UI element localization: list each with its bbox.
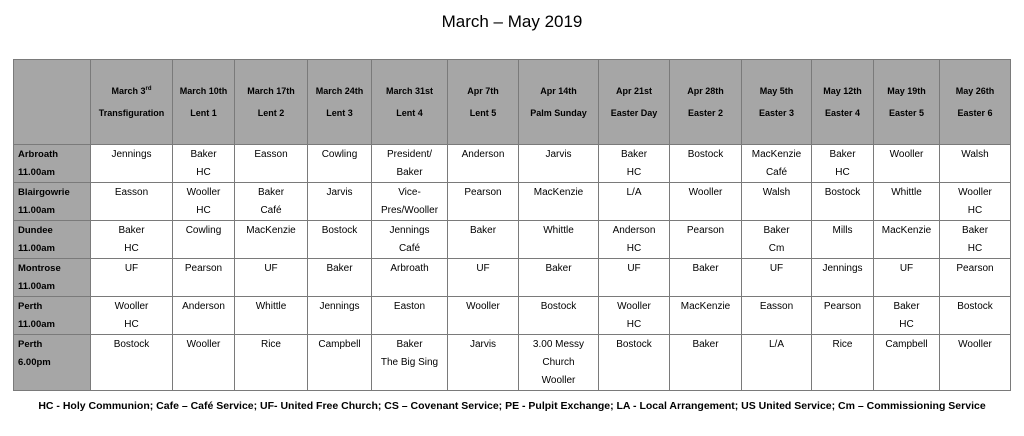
header-date	[448, 80, 518, 102]
location-name: Dundee	[18, 225, 53, 236]
cell-text: Wooller	[688, 187, 723, 198]
cell-text: UF	[899, 263, 914, 274]
header-cell	[874, 60, 940, 145]
location-name: Arbroath	[18, 149, 59, 160]
cell-text: Anderson	[182, 301, 225, 312]
header-cell	[372, 60, 448, 145]
cell-text: Church	[542, 357, 575, 368]
cell-text: Jennings	[822, 263, 863, 274]
cell-text: L/A	[626, 187, 642, 198]
cell-text: UF	[124, 263, 139, 274]
header-cell	[308, 60, 372, 145]
table-cell	[91, 335, 173, 391]
table-cell	[173, 259, 235, 297]
table-cell	[742, 259, 812, 297]
header-corner	[14, 60, 91, 145]
table-cell	[670, 297, 742, 335]
table-cell	[874, 297, 940, 335]
header-date-text: March 3	[111, 86, 146, 96]
cell-text: Bostock	[113, 339, 150, 350]
table-cell	[742, 221, 812, 259]
cell-text: Rice	[260, 339, 281, 350]
service-time: 11.00am	[18, 167, 55, 178]
table-cell	[519, 297, 599, 335]
header-cell	[173, 60, 235, 145]
header-cell	[235, 60, 308, 145]
service-time: 6.00pm	[18, 357, 51, 368]
header-date-text: Apr 7th	[467, 86, 499, 96]
cell-text: Campbell	[318, 339, 361, 350]
header-cell	[599, 60, 670, 145]
cell-text: Jennings	[111, 149, 152, 160]
cell-text: Whittle	[891, 187, 922, 198]
cell-text: Bostock	[616, 339, 652, 350]
header-date-suffix: rd	[145, 86, 152, 92]
table-cell	[519, 221, 599, 259]
header-cell	[448, 60, 519, 145]
table-row	[14, 259, 1011, 297]
table-cell	[448, 335, 519, 391]
table-row	[14, 221, 1011, 259]
table-cell	[448, 297, 519, 335]
cell-text: Wooller	[958, 339, 992, 350]
cell-text: Pres/Wooller	[380, 205, 439, 216]
cell-text: HC	[967, 243, 983, 254]
table-cell	[308, 145, 372, 183]
table-cell	[308, 221, 372, 259]
table-cell	[874, 221, 940, 259]
header-date-text: March 10th	[179, 86, 228, 96]
cell-text: Baker	[829, 149, 856, 160]
table-cell	[874, 183, 940, 221]
header-cell	[812, 60, 874, 145]
header-date	[91, 80, 172, 102]
cell-text: Bostock	[321, 225, 358, 236]
table-cell	[91, 145, 173, 183]
location-cell	[14, 335, 91, 391]
table-cell	[519, 335, 599, 391]
header-cell	[519, 60, 599, 145]
cell-text: Cm	[768, 243, 785, 254]
location-name: Perth	[18, 339, 43, 350]
table-cell	[874, 145, 940, 183]
header-date-text: May 26th	[955, 86, 995, 96]
cell-text: Easson	[114, 187, 149, 198]
table-cell	[173, 335, 235, 391]
table-cell	[519, 145, 599, 183]
header-service-name: Easter Day	[610, 108, 658, 118]
table-cell	[940, 183, 1011, 221]
header-service-name: Transfiguration	[98, 108, 165, 118]
cell-text: HC	[196, 167, 211, 178]
cell-text: Jennings	[319, 301, 360, 312]
table-cell	[235, 221, 308, 259]
table-cell	[812, 221, 874, 259]
cell-text: HC	[626, 319, 642, 330]
cell-text: HC	[196, 205, 211, 216]
table-cell	[91, 221, 173, 259]
table-cell	[448, 145, 519, 183]
cell-text: Baker	[620, 149, 648, 160]
cell-text: Arbroath	[390, 263, 429, 274]
cell-text: Walsh	[961, 149, 989, 160]
cell-text: Campbell	[885, 339, 928, 350]
table-cell	[308, 297, 372, 335]
header-cell	[91, 60, 173, 145]
legend-footer: HC - Holy Communion; Cafe – Café Service; UF- United Free Church; CS – Covenant Service; PE - Pulpit Exchange; LA - Local Arrangement; US United Service; Cm – Commissioning Service	[38, 400, 986, 412]
cell-text: UF	[476, 263, 490, 274]
location-name: Perth	[18, 301, 43, 312]
table-cell	[235, 335, 308, 391]
header-cell	[742, 60, 812, 145]
cell-text: HC	[124, 243, 139, 254]
header-date-text: May 5th	[759, 86, 794, 96]
cell-text: MacKenzie	[680, 301, 731, 312]
header-date	[874, 80, 939, 102]
header-service-name: Easter 4	[824, 108, 861, 118]
cell-text: Baker	[692, 339, 719, 350]
header-service-name: Easter 2	[687, 108, 724, 118]
cell-text: UF	[627, 263, 641, 274]
cell-text: Wooller	[958, 187, 992, 198]
cell-text: Café	[260, 205, 282, 216]
header-service-name: Lent 2	[257, 108, 285, 118]
table-cell	[235, 297, 308, 335]
cell-text: Mills	[832, 225, 853, 236]
table-cell	[940, 297, 1011, 335]
header-service-name: Easter 3	[758, 108, 795, 118]
cell-text: HC	[967, 205, 983, 216]
table-cell	[599, 335, 670, 391]
cell-text: Baker	[190, 149, 217, 160]
cell-text: Anderson	[612, 225, 656, 236]
header-service-name: Lent 5	[469, 108, 497, 118]
header-date-text: Apr 14th	[540, 86, 577, 96]
cell-text: MacKenzie	[751, 149, 802, 160]
cell-text: Baker	[396, 167, 423, 178]
header-date-text: Apr 28th	[687, 86, 724, 96]
cell-text: Wooller	[114, 301, 149, 312]
table-cell	[91, 183, 173, 221]
cell-text: Jarvis	[469, 339, 497, 350]
service-time: 11.00am	[18, 243, 55, 254]
table-row	[14, 297, 1011, 335]
table-cell	[812, 259, 874, 297]
cell-text: HC	[626, 167, 642, 178]
table-cell	[812, 297, 874, 335]
header-date	[742, 80, 811, 102]
table-cell	[448, 259, 519, 297]
header-service-name: Easter 5	[888, 108, 925, 118]
cell-text: Bostock	[687, 149, 724, 160]
cell-text: Wooller	[889, 149, 924, 160]
table-cell	[448, 221, 519, 259]
table-cell	[599, 259, 670, 297]
header-date	[670, 80, 741, 102]
cell-text: Bostock	[824, 187, 861, 198]
table-cell	[940, 259, 1011, 297]
table-cell	[91, 259, 173, 297]
table-cell	[742, 297, 812, 335]
cell-text: Cowling	[185, 225, 222, 236]
table-cell	[448, 183, 519, 221]
table-cell	[173, 183, 235, 221]
table-cell	[235, 183, 308, 221]
header-date-text: March 17th	[247, 86, 295, 96]
header-date-text: March 24th	[315, 86, 364, 96]
header-row	[14, 60, 1011, 145]
cell-text: Wooller	[617, 301, 651, 312]
cell-text: Pearson	[464, 187, 502, 198]
table-cell	[670, 259, 742, 297]
table-row	[14, 183, 1011, 221]
table-cell	[173, 297, 235, 335]
cell-text: 3.00 Messy	[532, 339, 585, 350]
cell-text: Walsh	[762, 187, 791, 198]
header-date-text: May 12th	[823, 86, 862, 96]
cell-text: Baker	[763, 225, 790, 236]
header-service-name: Lent 3	[326, 108, 353, 118]
cell-text: MacKenzie	[533, 187, 584, 198]
cell-text: Whittle	[543, 225, 574, 236]
table-cell	[940, 335, 1011, 391]
cell-text: Baker	[545, 263, 572, 274]
header-date-text: March 31st	[385, 86, 434, 96]
table-cell	[308, 259, 372, 297]
cell-text: Wooller	[186, 339, 221, 350]
table-cell	[670, 221, 742, 259]
table-cell	[372, 297, 448, 335]
cell-text: Jarvis	[545, 149, 572, 160]
cell-text: Rice	[832, 339, 853, 350]
table-cell	[874, 335, 940, 391]
cell-text: Pearson	[823, 301, 862, 312]
cell-text: Wooller	[466, 301, 500, 312]
cell-text: President/	[386, 149, 433, 160]
cell-text: MacKenzie	[246, 225, 296, 236]
table-cell	[173, 221, 235, 259]
table-cell	[599, 183, 670, 221]
table-cell	[599, 145, 670, 183]
table-cell	[372, 221, 448, 259]
cell-text: Vice-	[398, 187, 421, 198]
table-cell	[812, 335, 874, 391]
cell-text: Easton	[393, 301, 426, 312]
table-cell	[372, 335, 448, 391]
service-time: 11.00am	[18, 281, 55, 292]
table-cell	[742, 335, 812, 391]
header-service-name: Lent 4	[396, 108, 423, 118]
location-name: Blairgowrie	[18, 187, 70, 198]
cell-text: HC	[835, 167, 850, 178]
page-title: March – May 2019	[441, 12, 583, 31]
header-date	[599, 80, 669, 102]
cell-text: Pearson	[184, 263, 223, 274]
cell-text: Cowling	[321, 149, 358, 160]
header-cell	[670, 60, 742, 145]
table-cell	[742, 145, 812, 183]
table-cell	[173, 145, 235, 183]
cell-text: HC	[124, 319, 139, 330]
header-date-text: May 19th	[887, 86, 926, 96]
header-date	[812, 80, 873, 102]
cell-text: Café	[765, 167, 788, 178]
cell-text: Baker	[257, 187, 285, 198]
table-cell	[372, 145, 448, 183]
cell-text: Jennings	[389, 225, 430, 236]
table-cell	[874, 259, 940, 297]
header-service-name: Easter 6	[957, 108, 993, 118]
table-cell	[372, 259, 448, 297]
location-cell	[14, 221, 91, 259]
cell-text: HC	[626, 243, 642, 254]
cell-text: Baker	[326, 263, 353, 274]
table-cell	[940, 221, 1011, 259]
table-cell	[812, 183, 874, 221]
cell-text: Café	[398, 243, 421, 254]
header-date	[519, 80, 598, 102]
table-row	[14, 145, 1011, 183]
cell-text: Bostock	[957, 301, 993, 312]
table-cell	[670, 145, 742, 183]
cell-text: Jarvis	[326, 187, 353, 198]
cell-text: Wooller	[541, 375, 576, 386]
header-date	[308, 80, 371, 102]
table-cell	[599, 297, 670, 335]
cell-text: L/A	[768, 339, 784, 350]
table-cell	[308, 183, 372, 221]
cell-text: Baker	[118, 225, 145, 236]
table-cell	[742, 183, 812, 221]
cell-text: HC	[899, 319, 914, 330]
table-cell	[812, 145, 874, 183]
header-date	[235, 80, 307, 102]
table-cell	[91, 297, 173, 335]
location-cell	[14, 259, 91, 297]
header-date	[173, 80, 234, 102]
cell-text: Baker	[961, 225, 989, 236]
cell-text: UF	[264, 263, 278, 274]
header-cell	[940, 60, 1011, 145]
cell-text: Pearson	[956, 263, 994, 274]
table-cell	[235, 145, 308, 183]
table-cell	[670, 183, 742, 221]
location-name: Montrose	[18, 263, 61, 274]
cell-text: Baker	[469, 225, 497, 236]
cell-text: UF	[769, 263, 784, 274]
header-service-name: Palm Sunday	[530, 108, 587, 118]
cell-text: Pearson	[686, 225, 725, 236]
cell-text: Anderson	[461, 149, 505, 160]
location-cell	[14, 183, 91, 221]
cell-text: Baker	[692, 263, 719, 274]
location-cell	[14, 145, 91, 183]
cell-text: Wooller	[186, 187, 221, 198]
header-date	[940, 80, 1010, 102]
service-rota-table	[13, 59, 1011, 391]
table-cell	[599, 221, 670, 259]
table-cell	[519, 259, 599, 297]
table-cell	[670, 335, 742, 391]
cell-text: MacKenzie	[881, 225, 932, 236]
table-cell	[235, 259, 308, 297]
service-time: 11.00am	[18, 205, 55, 216]
cell-text: Baker	[396, 339, 423, 350]
header-date-text: Apr 21st	[615, 86, 652, 96]
cell-text: Easson	[254, 149, 288, 160]
service-time: 11.00am	[18, 319, 55, 330]
cell-text: Bostock	[540, 301, 577, 312]
table-cell	[308, 335, 372, 391]
cell-text: Whittle	[255, 301, 287, 312]
table-row	[14, 335, 1011, 391]
table-cell	[519, 183, 599, 221]
table-cell	[940, 145, 1011, 183]
table-cell	[372, 183, 448, 221]
cell-text: Baker	[893, 301, 920, 312]
location-cell	[14, 297, 91, 335]
header-service-name: Lent 1	[190, 108, 217, 118]
cell-text: Easson	[759, 301, 794, 312]
cell-text: The Big Sing	[380, 357, 439, 368]
header-date	[372, 80, 447, 102]
